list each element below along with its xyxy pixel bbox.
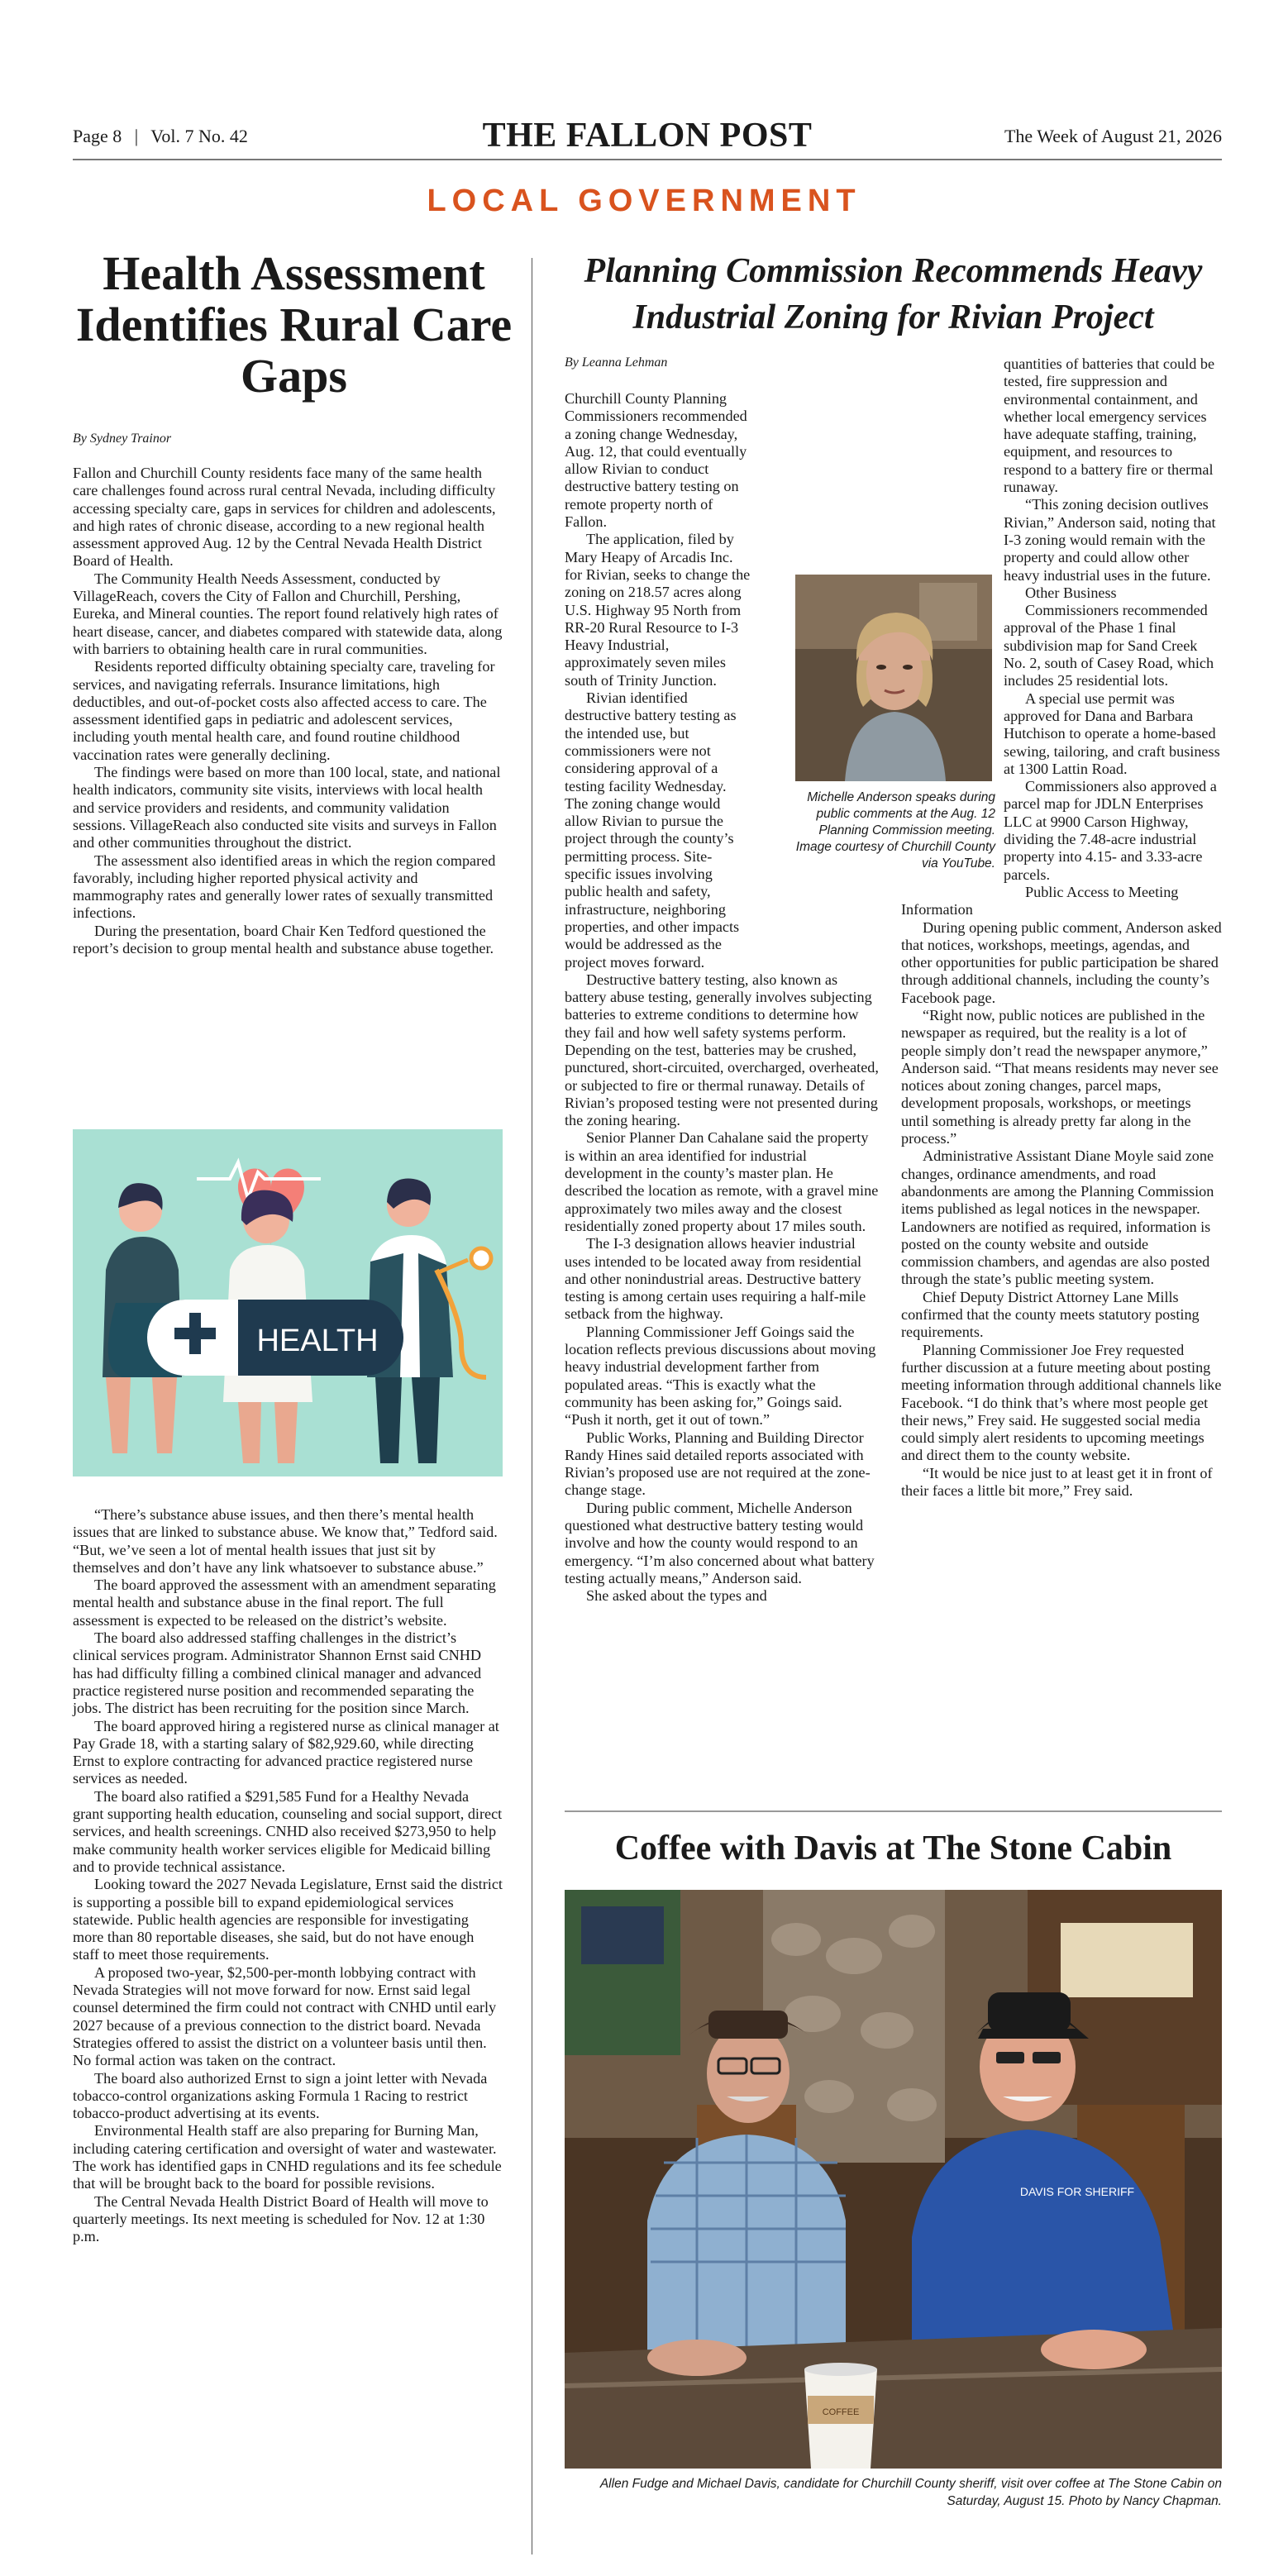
rivian-article-paragraph: Commissioners recommended approval of the Phase 1 final subdivision map for Sand Creek No. 2, south of Casey Road, which includes 25 residential lots. [1004,602,1214,689]
health-article-body-bottom [73,1506,503,2245]
rivian-article-paragraph: Rivian identified destructive battery testing as the intended use, but commissioners were not considering approval of a testing facility Wednesday. The zoning change would allow Rivian to pursue the project through the county’s permitting process. Site-specific issues involving public health and safety, infrastructure, neighboring properties, and other impacts would be addressed as the project moves forward. [565,689,740,971]
volume-number: Vol. 7 No. 42 [150,126,248,146]
rivian-article-byline: By Leanna Lehman [565,355,668,370]
health-article-paragraph: A proposed two-year, $2,500-per-month lobbying contract with Nevada Strategies will not move forward for now. Ernst said legal counsel determined the firm could not contract with CNHD until early 2027 because of a previous connection to the district board. Nevada Strategies offered to assist the district on a volunteer basis until then. No formal action was taken on the contract. [73,1963,497,2069]
rivian-article-paragraph: Other Business [1025,584,1117,601]
coffee-photo [565,1890,1222,2469]
coffee-section-rule [565,1810,1222,1812]
rivian-article-column-2 [901,355,1222,1500]
rivian-article-paragraph: Public Works, Planning and Building Director Randy Hines said detailed reports associated with Rivian’s proposed use are not required at the zone-change stage. [565,1429,871,1499]
rivian-article-column-1 [565,390,880,1605]
health-article-paragraph: The board also authorized Ernst to sign a joint letter with Nevada tobacco-control organizations asking Formula 1 Racing to restrict tobacco-product advertising at its events. [73,2069,488,2122]
health-article-headline: Health Assessment Identifies Rural Care Gaps [75,246,513,403]
health-article-paragraph: The assessment also identified areas in which the region compared favorably, including higher reported physical activity and mammography rates and generally lower rates of sexually transmitted infections. [73,852,496,922]
rivian-article-paragraph: “This zoning decision outlives Rivian,” Anderson said, noting that I-3 zoning would remain with the property and could allow other heavy industrial uses in the future. [1004,496,1216,584]
health-illustration-svg [73,1129,503,1476]
health-article-paragraph: The board approved hiring a registered nurse as clinical manager at Pay Grade 18, with a starting salary of $82,929.60, while directing Ernst to explore contracting for advanced practice registered nurse services as needed. [73,1717,499,1787]
rivian-article-paragraph: Public Access to Meeting Information [901,883,1179,918]
cup-sleeve-text: COFFEE [822,2407,860,2417]
health-article-paragraph: The board also ratified a $291,585 Fund for a Healthy Nevada grant supporting health education, counseling and social support, direct services, and health screenings. CNHD also received $273,950 to help make community health worker services eligible for Medicaid billing and to provide technical assistance. [73,1787,503,1875]
rivian-article-paragraph: quantities of batteries that could be tested, fire suppression and environmental containment, and whether local emergency services have adequate staffing, training, equipment, and resources to respond to a battery fire or thermal runaway. [1004,355,1215,496]
health-article-paragraph: Residents reported difficulty obtaining specialty care, traveling for services, and navigating referrals. Insurance limitations, high deductibles, and out-of-pocket costs also affected access to care. The assessment identified gaps in pediatric and adolescent services, including youth mental health care, and found routine childhood vaccination rates were generally declining. [73,658,495,763]
health-article-paragraph: The findings were based on more than 100 local, state, and national health indicators, community site visits, interviews with local health and service providers and residents, and community validation sessions. VillageReach also conducted site visits and surveys in Fallon and other communities throughout the district. [73,764,501,852]
health-article-paragraph: “There’s substance abuse issues, and then there’s mental health issues that are linked to substance abuse. We know that,” Tedford said. “But, we’ve seen a lot of mental health issues that just sit by themselves and don’t have any link whatsoever to substance abuse.” [73,1506,498,1576]
health-label: HEALTH [256,1324,379,1358]
rivian-article-paragraph: During opening public comment, Anderson asked that notices, workshops, meetings, agendas, and other opportunities for public participation be shared through additional channels, including the county’s Facebook page. [901,918,1222,1006]
rivian-article-paragraph: Commissioners also approved a parcel map for JDLN Enterprises LLC at 9900 Carson Highway, dividing the 7.48-acre industrial property into 4.15- and 3.33-acre parcels. [1004,778,1217,883]
photo-wrap-spacer [901,572,999,886]
health-article-paragraph: The board also addressed staffing challenges in the district’s clinical services program. Administrator Shannon Ernst said CNHD has had difficulty filling a combined clinical manager and advanced practice registered nurse position and recommended separating the jobs. The district has been recruiting for the position since March. [73,1629,482,1717]
header-rule [73,159,1222,160]
rivian-article-headline: Planning Commission Recommends Heavy Industrial Zoning for Rivian Project [584,252,1203,336]
health-article-paragraph: Fallon and Churchill County residents face many of the same health care challenges found across rural central Nevada, including difficulty accessing specialty care, gaps in services for children and adolescents, and high rates of chronic disease, according to a new regional health assessment approved Aug. 12 by the Central Nevada Health District Board of Health. [73,465,496,570]
section-label: LOCAL GOVERNMENT [427,184,861,218]
rivian-article-paragraph: During public comment, Michelle Anderson questioned what destructive battery testing would involve and how the county would respond to an emergency. “I’m also concerned about what battery testing actually means,” Anderson said. [565,1499,875,1586]
shirt-text: DAVIS FOR SHERIFF [1019,2185,1135,2198]
rivian-article-paragraph: Churchill County Planning Commissioners recommended a zoning change Wednesday, Aug. 12, that could eventually allow Rivian to conduct destructive battery testing on remote property north of Fallon. [565,390,747,531]
masthead: THE FALLON POST [482,117,813,155]
rivian-article-paragraph: The application, filed by Mary Heapy of Arcadis Inc. for Rivian, seeks to change the zoning on 218.57 acres along U.S. Highway 95 North from RR-20 Rural Resource to I-3 Heavy Industrial, approximately seven miles south of Trinity Junction. [565,531,751,689]
health-article-paragraph: The Central Nevada Health District Board of Health will move to quarterly meetings. Its next meeting is scheduled for Nov. 12 at 1:30 p.m. [73,2192,489,2245]
page-number: Page 8 [73,126,122,146]
coffee-photo-svg [565,1890,1222,2469]
health-article-byline: By Sydney Trainor [73,432,172,446]
rivian-article-paragraph: Destructive battery testing, also known as battery abuse testing, generally involves subjecting batteries to extreme conditions to determine how they fail and how well safety systems perform. Depending on the test, batteries may be crushed, punctured, short-circuited, overcharged, overheated, or subjected to fire or thermal runaway. Details of Rivian’s proposed testing were not presented during the zoning hearing. [565,971,879,1129]
rivian-article-paragraph: Planning Commissioner Jeff Goings said the location reflects previous discussions about moving heavy industrial development farther from populated areas. “This is exactly what the community has been asking for,” Goings said. “Push it north, get it out of town.” [565,1323,876,1429]
rivian-article-paragraph: “It would be nice just to at least get it in front of their faces a little bit more,” Frey said. [901,1464,1213,1499]
health-illustration [73,1129,503,1476]
rivian-article-paragraph: Planning Commissioner Joe Frey requested further discussion at a future meeting about posting meeting information through additional channels like Facebook. “I do think that’s where most people get their news,” Frey said. He suggested social media could simply alert residents to upcoming meetings and direct them to the county website. [901,1341,1222,1464]
issue-date: The Week of August 21, 2026 [1004,126,1222,146]
rivian-article-paragraph: Chief Deputy District Attorney Lane Mills confirmed that the county meets statutory posting requirements. [901,1288,1200,1341]
rivian-article-paragraph: A special use permit was approved for Dana and Barbara Hutchison to operate a home-based sewing, tailoring, and craft business at 1300 Lattin Road. [1004,689,1220,777]
rivian-article-paragraph: The I-3 designation allows heavier industrial uses intended to be located away from residential and other nonindustrial areas. Destructive battery testing is among certain uses requiring a half-mile setback from the highway. [565,1235,866,1323]
health-article-paragraph: Environmental Health staff are also preparing for Burning Man, including catering certification and oversight of water and wastewater. The work has identified gaps in CNHD regulations and its fee schedule that will be brought back to the board for possible revisions. [73,2122,502,2192]
header-separator: | [134,126,139,146]
coffee-headline: Coffee with Davis at The Stone Cabin [614,1829,1172,1868]
page-header [73,116,1222,154]
rivian-article-paragraph: Senior Planner Dan Cahalane said the property is within an area identified for industrial development in the county’s master plan. He described the location as remote, with a gravel mine approximately two miles away and the closest residentially zoned property about 17 miles south. [565,1129,879,1234]
health-article-paragraph: Looking toward the 2027 Nevada Legislature, Ernst said the district is supporting a possible bill to expand epidemiological services statewide. Public health agencies are responsible for investigating more than 80 reportable diseases, she said, but do not have enough staff to meet those requirements. [73,1876,503,1963]
health-article-paragraph: The board approved the assessment with an amendment separating mental health and substance abuse in the final report. The full assessment is expected to be released on the district’s website. [73,1577,496,1629]
coffee-photo-caption: Allen Fudge and Michael Davis, candidate for Churchill County sheriff, visit over coffee at The Stone Cabin on Saturday, August 15. Photo by Nancy Chapman. [599,2477,1222,2508]
health-article-body-top [73,465,503,957]
rivian-article-paragraph: “Right now, public notices are published in the newspaper as required, but the reality is a lot of people simply don’t read the newspaper anymore,” Anderson said. “That means residents may never see notices about zoning changes, parcel maps, development proposals, workshops, or meetings until something is already pretty far along in the process.” [901,1006,1219,1147]
michelle-photo-caption: Michelle Anderson speaks during public comments at the Aug. 12 Planning Commission meeting. Image courtesy of Churchill County via YouTube. [795,790,995,871]
health-article-paragraph: The Community Health Needs Assessment, conducted by VillageReach, covers the City of Fallon and Churchill, Pershing, Eureka, and Mineral counties. The report found relatively high rates of heart disease, cancer, and diabetes compared with statewide data, along with barriers to obtaining health care in rural communities. [73,570,503,657]
rivian-article-paragraph: She asked about the types and [586,1587,767,1605]
health-article-paragraph: During the presentation, board Chair Ken Tedford questioned the report’s decision to group mental health and substance abuse together. [73,922,494,957]
rivian-article-paragraph: Administrative Assistant Diane Moyle said zone changes, ordinance amendments, and road abandonments are among the Planning Commission items published as legal notices in the newspaper. Landowners are notified as required, information is posted on the county website and outside commission chambers, and agendas are also posted through the state’s public meeting system. [901,1147,1214,1288]
